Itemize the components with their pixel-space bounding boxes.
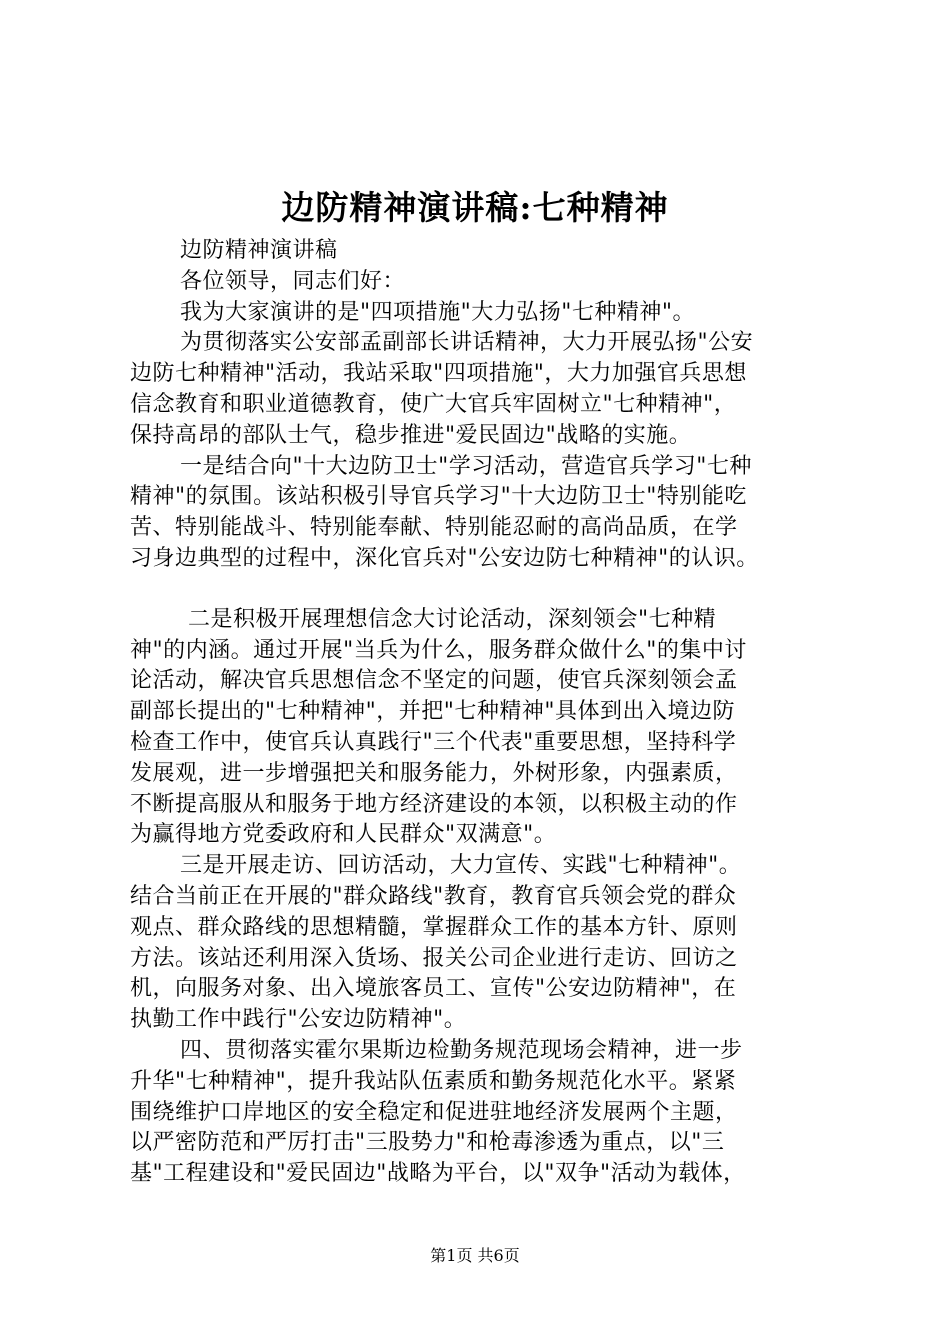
paragraph-line: 升华"七种精神"，提升我站队伍素质和勤务规范化水平。紧紧 xyxy=(130,1068,737,1094)
paragraph-line: 苦、特别能战斗、特别能奉献、特别能忍耐的高尚品质，在学 xyxy=(130,515,738,541)
paragraph-line: 一是结合向"十大边防卫士"学习活动，营造官兵学习"七种 xyxy=(180,453,752,479)
paragraph-line: 信念教育和职业道德教育，使广大官兵牢固树立"七种精神"， xyxy=(130,391,737,417)
paragraph-line: 执勤工作中践行"公安边防精神"。 xyxy=(130,1007,467,1033)
paragraph-line: 精神"的氛围。该站积极引导官兵学习"十大边防卫士"特别能吃 xyxy=(130,484,747,510)
paragraph-line: 方法。该站还利用深入货场、报关公司企业进行走访、回访之 xyxy=(130,945,738,971)
paragraph-line: 副部长提出的"七种精神"，并把"七种精神"具体到出入境边防 xyxy=(130,699,735,725)
paragraph-line: 基"工程建设和"爱民固边"战略为平台，以"双争"活动为载体， xyxy=(130,1161,746,1187)
paragraph-line: 二是积极开展理想信念大讨论活动，深刻领会"七种精 xyxy=(188,606,717,632)
paragraph-line: 四、贯彻落实霍尔果斯边检勤务规范现场会精神，进一步 xyxy=(180,1037,743,1063)
paragraph-line: 观点、群众路线的思想精髓，掌握群众工作的基本方针、原则 xyxy=(130,914,738,940)
page-footer: 第1页 共6页 xyxy=(430,1246,520,1265)
paragraph-line: 各位领导，同志们好： xyxy=(180,268,406,294)
document-body xyxy=(130,236,830,1190)
paragraph-line: 三是开展走访、回访活动，大力宣传、实践"七种精神"。 xyxy=(180,853,742,879)
paragraph-line: 围绕维护口岸地区的安全稳定和促进驻地经济发展两个主题， xyxy=(130,1099,738,1125)
paragraph-line: 我为大家演讲的是"四项措施"大力弘扬"七种精神"。 xyxy=(180,299,695,325)
paragraph-line: 边防七种精神"活动，我站采取"四项措施"，大力加强官兵思想 xyxy=(130,361,747,387)
paragraph-line: 边防精神演讲稿 xyxy=(180,238,338,263)
paragraph-line: 发展观，进一步增强把关和服务能力，外树形象，内强素质， xyxy=(130,760,738,786)
paragraph-line: 习身边典型的过程中，深化官兵对"公安边防七种精神"的认识。 xyxy=(130,545,759,571)
paragraph-line: 机，向服务对象、出入境旅客员工、宣传"公安边防精神"，在 xyxy=(130,976,737,1002)
paragraph-line: 不断提高服从和服务于地方经济建设的本领，以积极主动的作 xyxy=(130,791,738,817)
paragraph-gap xyxy=(130,575,830,605)
paragraph-line: 保持高昂的部队士气，稳步推进"爱民固边"战略的实施。 xyxy=(130,422,692,448)
document-title: 边防精神演讲稿:七种精神 xyxy=(281,188,669,227)
paragraph-line: 神"的内涵。通过开展"当兵为什么，服务群众做什么"的集中讨 xyxy=(130,637,747,663)
paragraph-line: 为贯彻落实公安部孟副部长讲话精神，大力开展弘扬"公安 xyxy=(180,330,754,356)
paragraph-line: 为赢得地方党委政府和人民群众"双满意"。 xyxy=(130,822,557,848)
paragraph-line: 论活动，解决官兵思想信念不坚定的问题，使官兵深刻领会孟 xyxy=(130,668,738,694)
paragraph-line: 检查工作中，使官兵认真践行"三个代表"重要思想，坚持科学 xyxy=(130,729,737,755)
paragraph-line: 结合当前正在开展的"群众路线"教育，教育官兵领会党的群众 xyxy=(130,883,737,909)
paragraph-line: 以严密防范和严厉打击"三股势力"和枪毒渗透为重点，以"三 xyxy=(130,1130,725,1156)
